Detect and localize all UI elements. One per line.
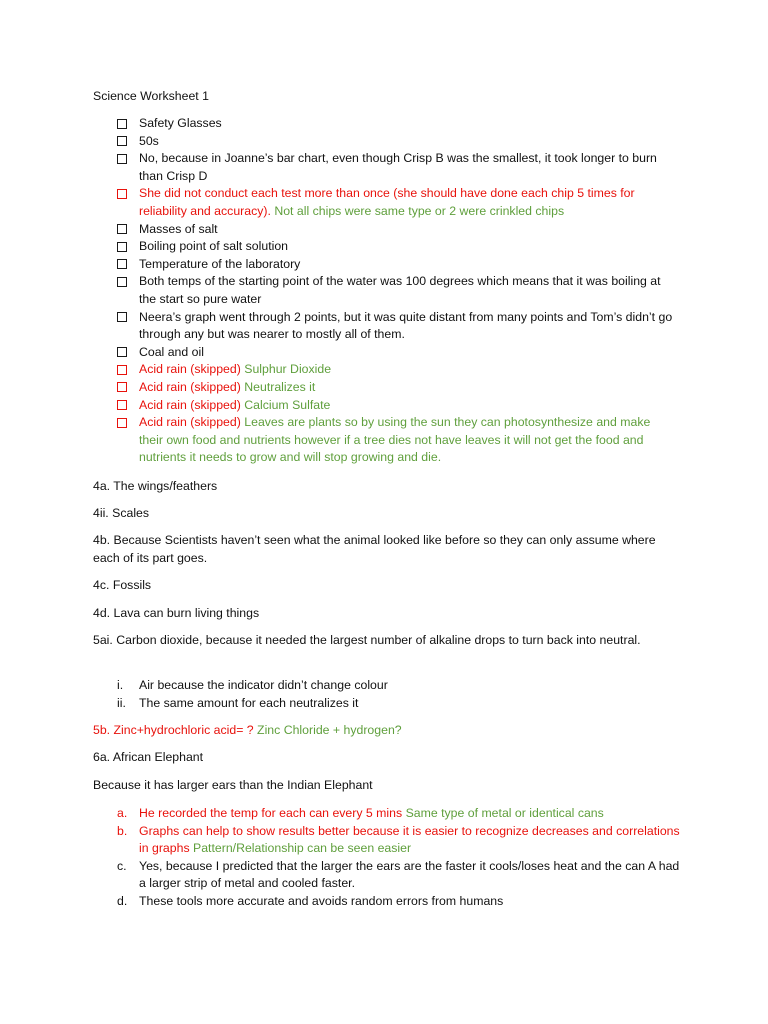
list-item [93,677,683,695]
list-item [93,893,683,911]
answer-4ii: 4ii. Scales [93,506,150,520]
answer-5ai: 5ai. Carbon dioxide, because it needed the largest number of alkaline drops to turn back into neutral. [93,633,641,647]
checklist-item [116,256,676,274]
item-text-green: Not all chips were same type or 2 were crinkled chips [270,203,565,218]
item-text: These tools more accurate and avoids random errors from humans [139,893,504,908]
item-text-green: Pattern/Relationship can be seen easier [189,841,412,856]
item-text: The same amount for each neutralizes it [139,695,359,710]
checkbox-icon [117,312,127,322]
checklist-item [116,185,676,220]
item-text: 50s [139,133,159,148]
roman-list [93,677,683,712]
list-letter: a. [117,806,128,820]
item-text-green: Same type of metal or identical cans [402,806,604,820]
checklist-item [116,115,676,133]
list-letter: d. [117,893,128,908]
answer-checklist [116,115,676,467]
checklist-item [116,273,676,308]
checklist-item [116,309,676,344]
checkbox-icon [117,136,127,146]
list-number: ii. [117,695,126,710]
list-letter: c. [117,858,127,873]
item-text-green: Leaves are plants so by using the sun they can photosynthesize and make their own food and nutrients however if a tree dies not have leaves it will not get the food and nutrients it needs to grow and will stop growing and die. [139,415,651,465]
checklist-item [116,397,676,415]
checkbox-icon [117,277,127,287]
item-text-red: She did not conduct each test more than once (she should have done each chip 5 times for reliability and accuracy). [139,186,635,218]
page-title: Science Worksheet 1 [93,89,209,103]
checkbox-icon [117,259,127,269]
item-text-green: Calcium Sulfate [240,397,331,412]
item-text: Yes, because I predicted that the larger the ears are the faster it cools/loses heat and the can A had a larger strip of metal and cooled faster. [139,858,680,891]
checkbox-icon [117,347,127,357]
item-text: Both temps of the starting point of the water was 100 degrees which means that it was boiling at the start so pure water [139,274,661,306]
checklist-item [116,344,676,362]
item-text: Neera’s graph went through 2 points, but it was quite distant from many points and Tom’s didn’t go through any but was nearer to mostly all of them. [139,309,673,342]
item-text: Coal and oil [139,344,204,359]
checkbox-icon [117,119,127,129]
alpha-list [93,805,683,911]
checkbox-icon [117,242,127,252]
checklist-item [116,221,676,239]
item-text: Boiling point of salt solution [139,239,289,254]
checklist-item [116,150,676,185]
checklist-item [116,133,676,151]
list-item [93,805,683,823]
item-text-red: Graphs can help to show results better because it is easier to recognize decreases and correlations in graphs [139,823,680,856]
answer-6a: 6a. African Elephant [93,750,204,764]
item-text-red: Acid rain (skipped) [139,379,241,394]
list-item [93,823,683,858]
item-text-green: Sulphur Dioxide [240,362,332,377]
checklist-item [116,361,676,379]
answer-4d: 4d. Lava can burn living things [93,606,260,620]
answer-5b-question: 5b. Zinc+hydrochloric acid= ? [93,723,254,737]
list-number: i. [117,678,124,692]
answer-5b [93,722,683,740]
checklist-item [116,414,676,467]
checkbox-icon [117,400,127,410]
checkbox-icon [117,418,127,428]
item-text-red: He recorded the temp for each can every 5 mins [139,806,403,820]
checklist-item [116,238,676,256]
item-text-red: Acid rain (skipped) [139,362,241,377]
answer-4a: 4a. The wings/feathers [93,479,218,493]
item-text: Air because the indicator didn’t change colour [139,678,388,692]
item-text: No, because in Joanne’s bar chart, even though Crisp B was the smallest, it took longer to burn than Crisp D [139,151,657,183]
item-text: Masses of salt [139,221,218,236]
answer-5b-correction: Zinc Chloride + hydrogen? [253,723,402,737]
item-text-red: Acid rain (skipped) [139,397,241,412]
item-text: Safety Glasses [139,116,222,130]
list-letter: b. [117,823,128,838]
checkbox-icon [117,224,127,234]
item-text: Temperature of the laboratory [139,256,301,271]
item-text-green: Neutralizes it [240,379,316,394]
checkbox-icon [117,365,127,375]
checklist-item [116,379,676,397]
checkbox-icon [117,154,127,164]
answer-6a-reason: Because it has larger ears than the Indian Elephant [93,778,373,792]
checkbox-icon [117,189,127,199]
answer-4c: 4c. Fossils [93,578,152,592]
list-item [93,695,683,713]
list-item [93,858,683,893]
item-text-red: Acid rain (skipped) [139,415,241,430]
checkbox-icon [117,382,127,392]
answer-4b: 4b. Because Scientists haven’t seen what the animal looked like before so they can only assume where each of its part goes. [93,533,656,565]
